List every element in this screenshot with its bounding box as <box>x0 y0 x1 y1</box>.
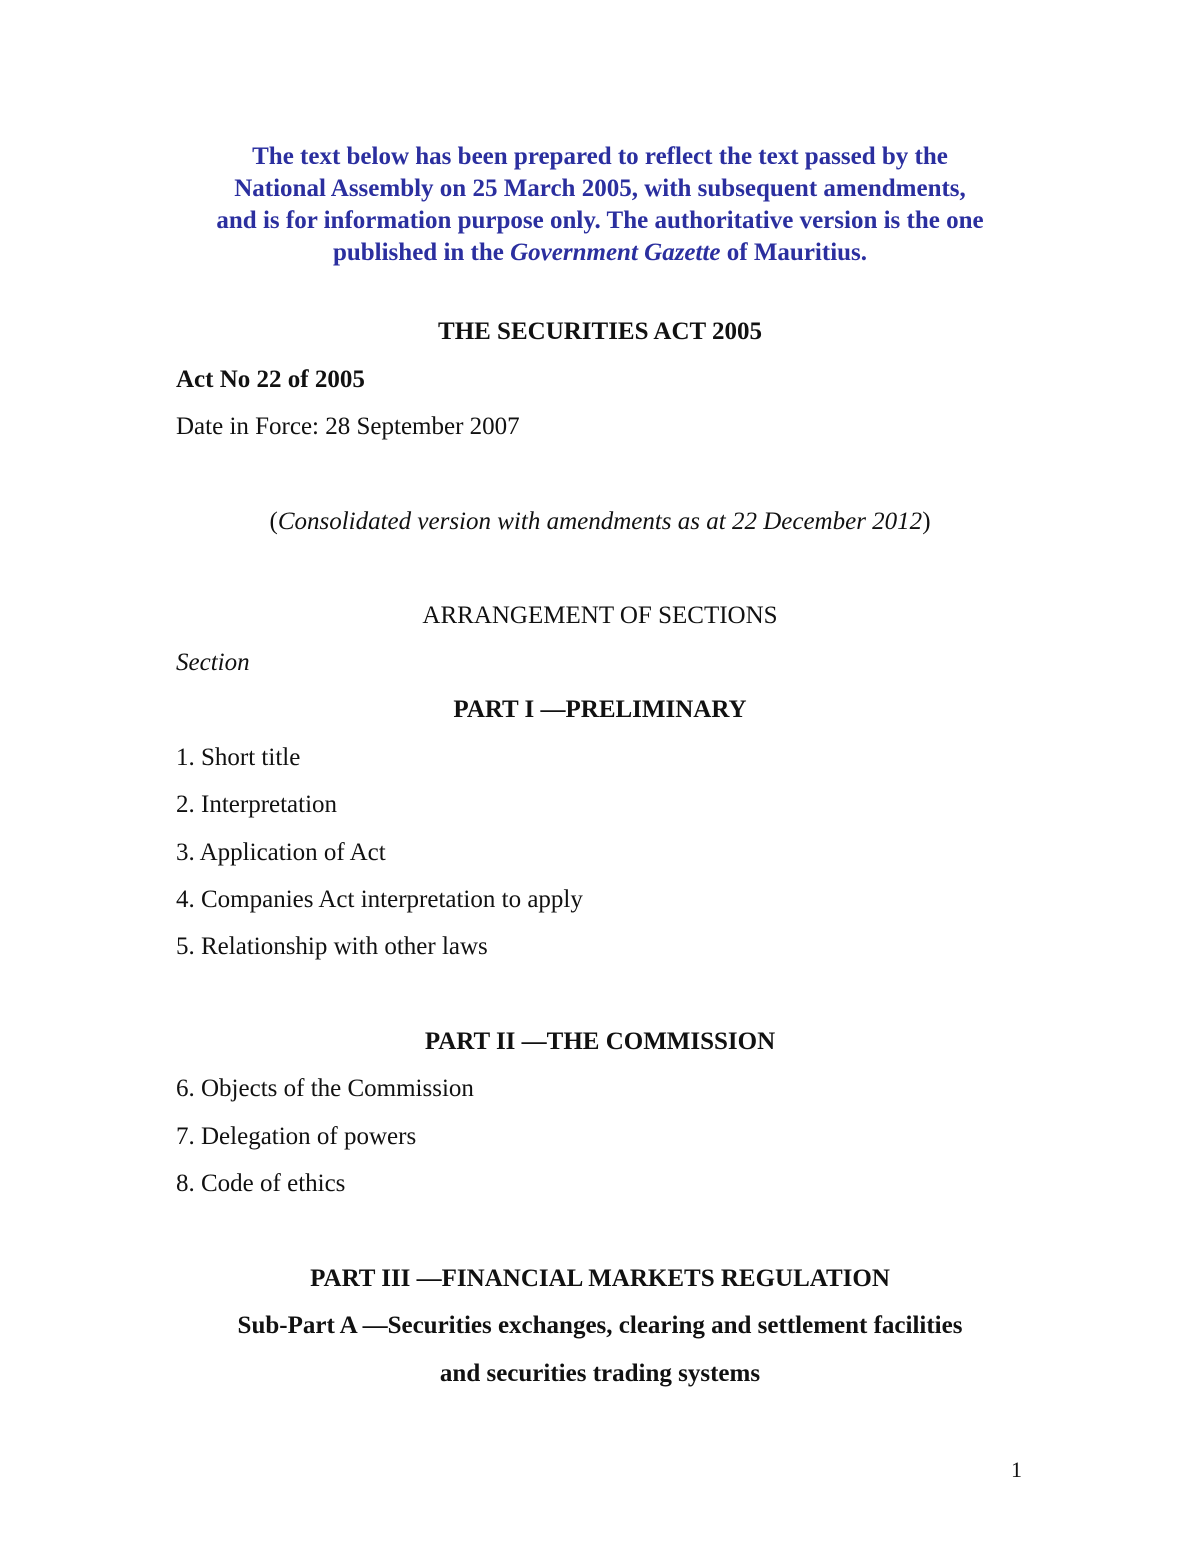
toc-item: 6. Objects of the Commission <box>176 1075 474 1102</box>
toc-item: 1. Short title <box>176 744 301 771</box>
disclaimer-notice <box>150 141 1050 269</box>
act-number: Act No 22 of 2005 <box>176 366 365 393</box>
act-title: THE SECURITIES ACT 2005 <box>438 318 762 345</box>
toc-item: 4. Companies Act interpretation to apply <box>176 886 583 913</box>
subpart-a-heading-line-1: Sub-Part A —Securities exchanges, clearing and settlement facilities <box>237 1312 963 1339</box>
toc-item: 2. Interpretation <box>176 791 338 818</box>
notice-line-4-suffix: of Mauritius. <box>720 239 868 266</box>
close-paren: ) <box>922 508 931 535</box>
government-gazette-text: Government Gazette <box>510 239 721 266</box>
notice-line-4-prefix: published in the <box>332 239 511 266</box>
toc-item: 8. Code of ethics <box>176 1170 346 1197</box>
toc-item: 3. Application of Act <box>176 839 386 866</box>
date-in-force: Date in Force: 28 September 2007 <box>176 413 520 440</box>
notice-line-1: The text below has been prepared to reflect the text passed by the <box>252 143 948 170</box>
notice-line-3: and is for information purpose only. The authoritative version is the one <box>216 207 984 234</box>
part-1-heading: PART I —PRELIMINARY <box>453 696 747 723</box>
part-2-heading: PART II —THE COMMISSION <box>424 1028 776 1055</box>
consolidated-version-note <box>0 506 1200 538</box>
arrangement-heading: ARRANGEMENT OF SECTIONS <box>422 602 778 629</box>
notice-line-4 <box>150 237 1050 269</box>
toc-item: 5. Relationship with other laws <box>176 933 488 960</box>
subpart-a-heading-line-2: and securities trading systems <box>439 1360 761 1387</box>
open-paren: ( <box>269 508 278 535</box>
section-label: Section <box>176 649 250 676</box>
part-3-heading: PART III —FINANCIAL MARKETS REGULATION <box>310 1265 890 1292</box>
page-number: 1 <box>1011 1457 1022 1482</box>
notice-line-2: National Assembly on 25 March 2005, with subsequent amendments, <box>234 175 966 202</box>
toc-item: 7. Delegation of powers <box>176 1123 417 1150</box>
consolidated-text: Consolidated version with amendments as at 22 December 2012 <box>277 508 923 535</box>
